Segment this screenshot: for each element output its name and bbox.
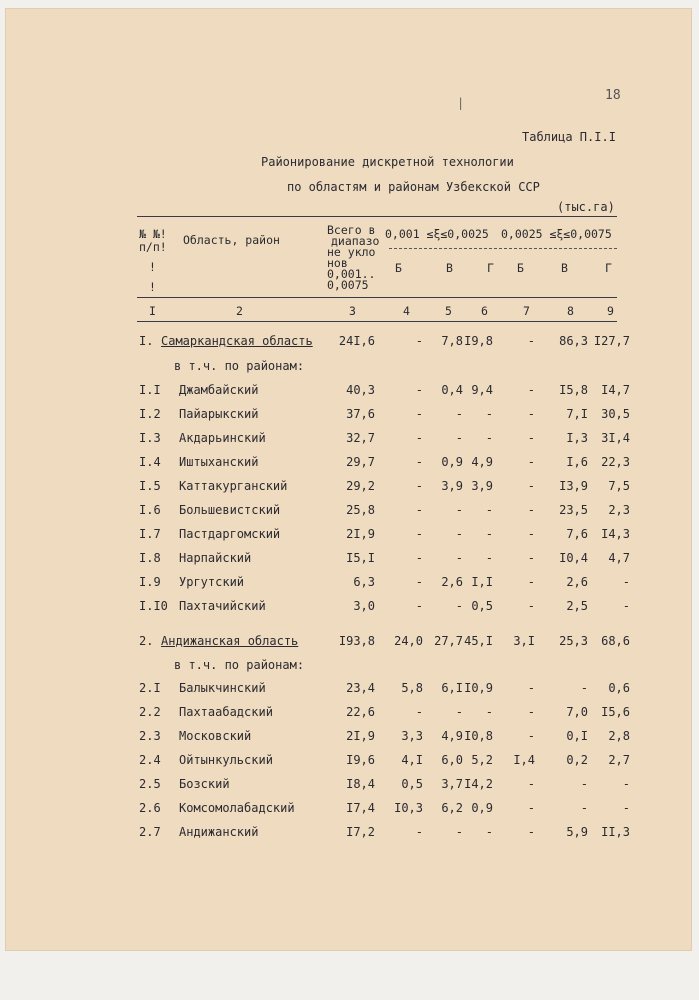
row-value-col9: I27,7 <box>593 334 630 348</box>
row-value-col6: 45,I <box>464 634 493 648</box>
row-value-col4: 0,5 <box>401 777 423 791</box>
row-value-col8: 2,5 <box>566 599 588 613</box>
row-name: Ойтынкульский <box>179 753 273 767</box>
colnum-7: 7 <box>523 304 530 318</box>
row-value-col7: - <box>527 825 535 839</box>
row-value-col9: - <box>622 599 630 613</box>
row-value-col5: 6,0 <box>441 753 463 767</box>
row-value-col7: - <box>527 777 535 791</box>
row-value-col5: 3,7 <box>441 777 463 791</box>
row-value-col7: - <box>527 575 535 589</box>
row-name: Пахтаабадский <box>179 705 273 719</box>
row-value-col7: I,4 <box>513 753 535 767</box>
row-value-col7: - <box>527 479 535 493</box>
header-num-line1: № №! <box>139 227 167 241</box>
row-value-col5: - <box>455 527 463 541</box>
row-value-col5: - <box>455 825 463 839</box>
row-value-col8: - <box>580 681 588 695</box>
row-value-col9: 2,8 <box>608 729 630 743</box>
row-value-col4: - <box>415 479 423 493</box>
row-value-col8: 0,2 <box>566 753 588 767</box>
row-value-col7: - <box>527 334 535 348</box>
row-value-col9: - <box>622 801 630 815</box>
page-number: 18 <box>605 88 621 103</box>
row-number: I.6 <box>139 503 161 517</box>
colnum-5: 5 <box>445 304 452 318</box>
row-value-col5: - <box>455 407 463 421</box>
row-value-col6: - <box>485 503 493 517</box>
row-value-col4: 24,0 <box>394 634 423 648</box>
row-value-col6: 3,9 <box>471 479 493 493</box>
row-value-col3: 29,2 <box>346 479 375 493</box>
row-value-col9: 68,6 <box>601 634 630 648</box>
row-value-col6: - <box>485 551 493 565</box>
row-name: Андижанская область <box>161 634 299 648</box>
row-value-col8: 5,9 <box>566 825 588 839</box>
row-name: Самаркандская область <box>161 334 313 348</box>
colnum-8: 8 <box>567 304 574 318</box>
row-value-col3: 32,7 <box>346 431 375 445</box>
row-value-col8: I0,4 <box>559 551 588 565</box>
row-value-col4: - <box>415 383 423 397</box>
row-number: 2.2 <box>139 705 161 719</box>
row-value-col7: - <box>527 599 535 613</box>
row-value-col4: - <box>415 599 423 613</box>
row-value-col9: 30,5 <box>601 407 630 421</box>
row-number: I.4 <box>139 455 161 469</box>
row-name: Ургутский <box>179 575 245 589</box>
row-name: Джамбайский <box>179 383 259 397</box>
header-total-line2: диапазо <box>331 234 380 248</box>
row-value-col6: I0,9 <box>464 681 493 695</box>
row-value-col3: 3,0 <box>353 599 375 613</box>
row-value-col5: - <box>455 503 463 517</box>
colnum-2: 2 <box>236 304 243 318</box>
colnum-1: I <box>149 304 156 318</box>
row-value-col9: I4,7 <box>601 383 630 397</box>
row-value-col8: 7,0 <box>566 705 588 719</box>
row-name: Балыкчинский <box>179 681 266 695</box>
row-value-col5: 3,9 <box>441 479 463 493</box>
row-value-col3: 29,7 <box>346 455 375 469</box>
header-sub-g1: Г <box>487 261 494 275</box>
row-number: I.7 <box>139 527 161 541</box>
row-value-col3: 22,6 <box>346 705 375 719</box>
row-number: 2.4 <box>139 753 161 767</box>
row-value-col4: 5,8 <box>401 681 423 695</box>
row-value-col5: - <box>455 705 463 719</box>
row-name: Пахтачийский <box>179 599 266 613</box>
row-value-col5: 27,7 <box>434 634 463 648</box>
row-number: I. <box>139 334 154 348</box>
row-value-col5: - <box>455 551 463 565</box>
header-num-line3: ! <box>149 260 156 274</box>
row-value-col5: - <box>455 431 463 445</box>
row-number: I.8 <box>139 551 161 565</box>
header-sub-b1: Б <box>395 261 402 275</box>
row-value-col4: - <box>415 705 423 719</box>
title-line-2: по областям и районам Узбекской ССР <box>287 180 540 194</box>
colnum-3: 3 <box>349 304 356 318</box>
row-value-col8: 2,6 <box>566 575 588 589</box>
row-name: Иштыханский <box>179 455 259 469</box>
table-name: Таблица П.I.I <box>522 130 616 144</box>
row-value-col6: - <box>485 825 493 839</box>
row-number: 2.5 <box>139 777 161 791</box>
row-value-col3: I7,2 <box>346 825 375 839</box>
row-value-col9: 2,7 <box>608 753 630 767</box>
header-total-line3: не укло <box>327 245 376 259</box>
row-value-col4: - <box>415 431 423 445</box>
row-name: Каттакурганский <box>179 479 288 493</box>
row-name: Пайарыкский <box>179 407 259 421</box>
row-value-col4: - <box>415 527 423 541</box>
row-value-col9: - <box>622 777 630 791</box>
header-group-2: 0,0025 ≤ξ≤0,0075 <box>501 227 612 241</box>
row-value-col7: - <box>527 407 535 421</box>
row-name: Бозский <box>179 777 230 791</box>
row-value-col7: - <box>527 503 535 517</box>
subheading-label: в т.ч. по районам: <box>174 359 305 373</box>
row-value-col3: I8,4 <box>346 777 375 791</box>
row-value-col7: - <box>527 705 535 719</box>
document-page <box>5 8 692 951</box>
row-value-col7: - <box>527 455 535 469</box>
numbering-bottom-rule <box>137 321 617 322</box>
row-value-col4: - <box>415 334 423 348</box>
table-top-rule <box>137 216 617 217</box>
row-value-col7: - <box>527 801 535 815</box>
colnum-4: 4 <box>403 304 410 318</box>
row-value-col9: 7,5 <box>608 479 630 493</box>
header-group-1: 0,001 ≤ξ≤0,0025 <box>385 227 489 241</box>
row-value-col3: 24I,6 <box>338 334 375 348</box>
row-number: I.3 <box>139 431 161 445</box>
row-value-col4: - <box>415 455 423 469</box>
row-value-col6: I0,8 <box>464 729 493 743</box>
row-value-col7: - <box>527 527 535 541</box>
row-value-col4: - <box>415 575 423 589</box>
row-value-col8: I3,9 <box>559 479 588 493</box>
row-value-col7: - <box>527 431 535 445</box>
row-value-col8: - <box>580 777 588 791</box>
row-value-col6: - <box>485 527 493 541</box>
row-value-col9: 2,3 <box>608 503 630 517</box>
row-value-col8: 7,6 <box>566 527 588 541</box>
row-name: Акдарьинский <box>179 431 266 445</box>
row-number: I.5 <box>139 479 161 493</box>
row-value-col9: 0,6 <box>608 681 630 695</box>
row-value-col4: - <box>415 551 423 565</box>
header-group-rule <box>389 248 617 249</box>
row-number: 2.7 <box>139 825 161 839</box>
row-number: I.2 <box>139 407 161 421</box>
row-number: 2. <box>139 634 154 648</box>
row-value-col9: 3I,4 <box>601 431 630 445</box>
row-number: I.I0 <box>139 599 168 613</box>
row-value-col5: 2,6 <box>441 575 463 589</box>
row-value-col6: 0,5 <box>471 599 493 613</box>
header-total-line4: нов <box>327 256 348 270</box>
header-area-name: Область, район <box>183 233 280 247</box>
row-value-col8: - <box>580 801 588 815</box>
row-value-col8: 0,I <box>566 729 588 743</box>
header-total-line6: 0,0075 <box>327 278 369 292</box>
row-value-col4: - <box>415 407 423 421</box>
row-value-col6: I9,8 <box>464 334 493 348</box>
header-sub-b2: Б <box>517 261 524 275</box>
row-value-col7: - <box>527 681 535 695</box>
row-name: Андижанский <box>179 825 259 839</box>
title-line-1: Районирование дискретной технологии <box>261 155 514 169</box>
row-value-col3: 6,3 <box>353 575 375 589</box>
row-value-col8: 25,3 <box>559 634 588 648</box>
row-value-col8: I,3 <box>566 431 588 445</box>
row-value-col9: 22,3 <box>601 455 630 469</box>
row-value-col5: 4,9 <box>441 729 463 743</box>
row-value-col9: II,3 <box>601 825 630 839</box>
row-number: I.9 <box>139 575 161 589</box>
row-value-col6: 0,9 <box>471 801 493 815</box>
row-value-col3: 23,4 <box>346 681 375 695</box>
row-value-col3: 2I,9 <box>346 729 375 743</box>
row-value-col3: I7,4 <box>346 801 375 815</box>
row-value-col8: 86,3 <box>559 334 588 348</box>
row-value-col8: I,6 <box>566 455 588 469</box>
row-value-col6: - <box>485 705 493 719</box>
row-value-col8: I5,8 <box>559 383 588 397</box>
row-value-col6: 4,9 <box>471 455 493 469</box>
row-value-col9: 4,7 <box>608 551 630 565</box>
row-name: Большевистский <box>179 503 281 517</box>
row-value-col6: - <box>485 431 493 445</box>
row-value-col3: 37,6 <box>346 407 375 421</box>
row-name: Нарпайский <box>179 551 252 565</box>
row-value-col4: 3,3 <box>401 729 423 743</box>
row-value-col5: 6,I <box>441 681 463 695</box>
row-value-col8: 23,5 <box>559 503 588 517</box>
header-total-line5: 0,001.. <box>327 267 376 281</box>
row-value-col6: I,I <box>471 575 493 589</box>
units-label: (тыс.га) <box>557 200 615 214</box>
row-value-col5: 0,9 <box>441 455 463 469</box>
header-bottom-rule <box>137 297 617 298</box>
row-value-col3: 40,3 <box>346 383 375 397</box>
row-value-col9: I5,6 <box>601 705 630 719</box>
row-value-col5: 7,8 <box>441 334 463 348</box>
row-number: I.I <box>139 383 161 397</box>
row-value-col6: 5,2 <box>471 753 493 767</box>
row-value-col8: 7,I <box>566 407 588 421</box>
row-name: Московский <box>179 729 252 743</box>
row-value-col3: 2I,9 <box>346 527 375 541</box>
row-value-col4: - <box>415 503 423 517</box>
row-number: 2.I <box>139 681 161 695</box>
row-value-col3: I5,I <box>346 551 375 565</box>
row-value-col6: - <box>485 407 493 421</box>
header-num-line2: п/п! <box>139 240 167 254</box>
row-value-col3: I9,6 <box>346 753 375 767</box>
row-value-col9: I4,3 <box>601 527 630 541</box>
header-sub-v1: В <box>446 261 453 275</box>
row-value-col4: 4,I <box>401 753 423 767</box>
row-value-col9: - <box>622 575 630 589</box>
row-value-col5: - <box>455 599 463 613</box>
row-number: 2.6 <box>139 801 161 815</box>
row-value-col6: I4,2 <box>464 777 493 791</box>
header-total-line1: Всего в <box>327 223 376 237</box>
row-value-col3: I93,8 <box>338 634 375 648</box>
top-mark: | <box>457 96 465 110</box>
header-sub-v2: В <box>561 261 568 275</box>
row-value-col4: - <box>415 825 423 839</box>
row-value-col3: 25,8 <box>346 503 375 517</box>
colnum-6: 6 <box>481 304 488 318</box>
row-name: Комсомолабадский <box>179 801 295 815</box>
colnum-9: 9 <box>607 304 614 318</box>
row-name: Пастдаргомский <box>179 527 281 541</box>
row-number: 2.3 <box>139 729 161 743</box>
row-value-col7: - <box>527 551 535 565</box>
header-sub-g2: Г <box>605 261 612 275</box>
row-value-col7: - <box>527 729 535 743</box>
header-num-line4: ! <box>149 280 156 294</box>
row-value-col5: 0,4 <box>441 383 463 397</box>
row-value-col5: 6,2 <box>441 801 463 815</box>
row-value-col7: 3,I <box>513 634 535 648</box>
row-value-col6: 9,4 <box>471 383 493 397</box>
row-value-col7: - <box>527 383 535 397</box>
row-value-col4: I0,3 <box>394 801 423 815</box>
subheading-label: в т.ч. по районам: <box>174 658 305 672</box>
